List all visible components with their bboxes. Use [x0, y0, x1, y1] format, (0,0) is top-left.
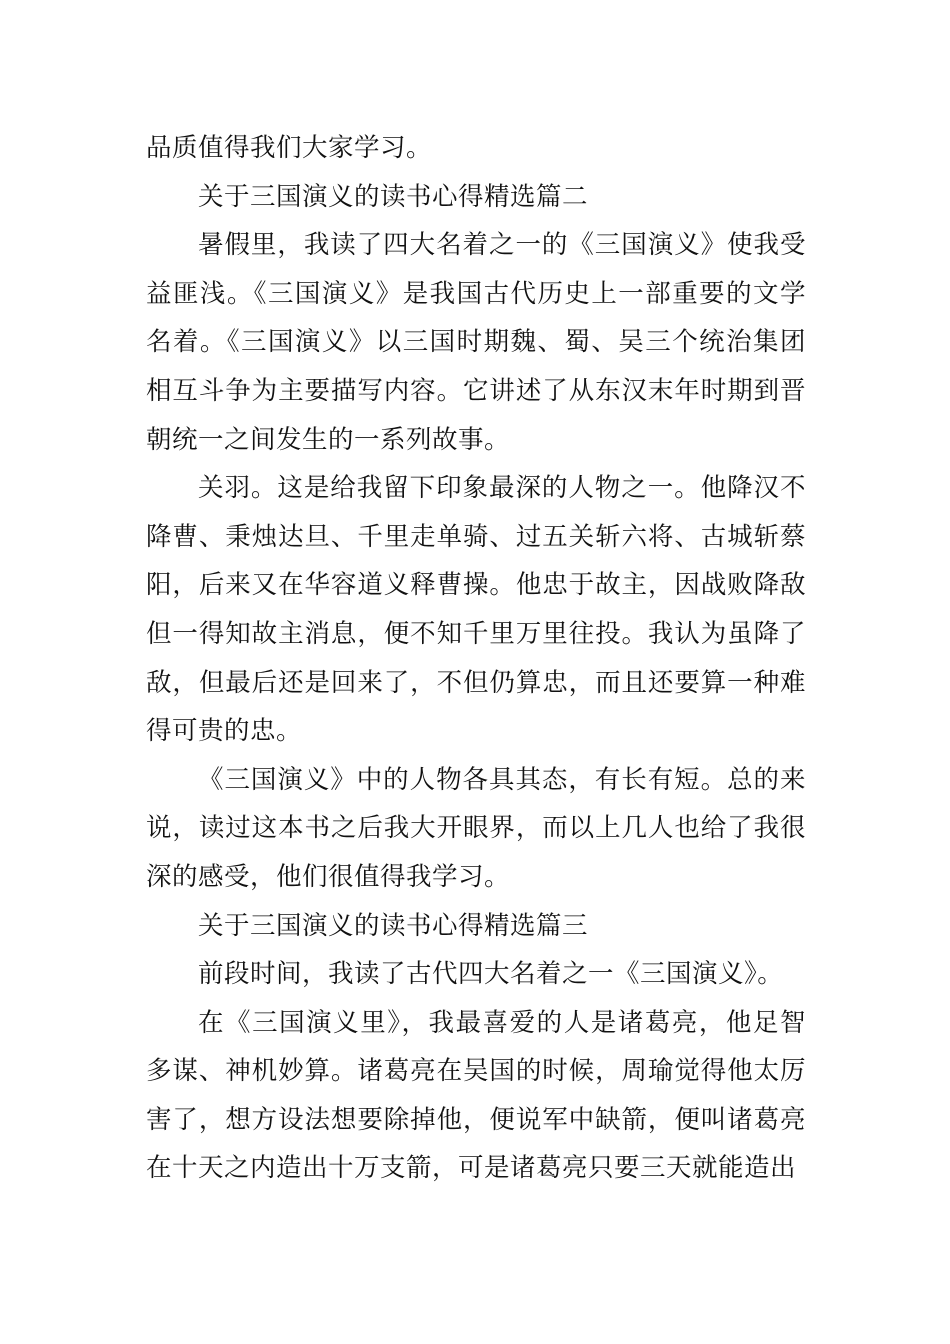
document-body	[146, 124, 806, 1193]
paragraph-guanyu: 关羽。这是给我留下印象最深的人物之一。他降汉不降曹、秉烛达旦、千里走单骑、过五关斩六将、古城斩蔡阳，后来又在华容道义释曹操。他忠于故主，因战败降敌但一得知故主消息，便不知千里万里往投。我认为虽降了敌，但最后还是回来了，不但仍算忠，而且还要算一种难得可贵的忠。	[146, 473, 806, 747]
paragraph-continuation: 品质值得我们大家学习。	[146, 133, 433, 163]
paragraph-intro-2: 暑假里，我读了四大名着之一的《三国演义》使我受益匪浅。《三国演义》是我国古代历史上一部重要的文学名着。《三国演义》以三国时期魏、蜀、吴三个统治集团相互斗争为主要描写内容。它讲述了从东汉末年时期到晋朝统一之间发生的一系列故事。	[146, 230, 806, 455]
section-heading-3: 关于三国演义的读书心得精选篇三	[198, 910, 589, 941]
section-heading-2: 关于三国演义的读书心得精选篇二	[198, 181, 589, 212]
paragraph-intro-3: 前段时间，我读了古代四大名着之一《三国演义》。	[198, 959, 784, 990]
paragraph-summary-2: 《三国演义》中的人物各具其态，有长有短。总的来说，读过这本书之后我大开眼界，而以上几人也给了我很深的感受，他们很值得我学习。	[146, 764, 806, 892]
paragraph-zhugeliang: 在《三国演义里》，我最喜爱的人是诸葛亮，他足智多谋、神机妙算。诸葛亮在吴国的时候，周瑜觉得他太厉害了，想方设法想要除掉他，便说军中缺箭，便叫诸葛亮在十天之内造出十万支箭，可是诸葛亮只要三天就能造出	[146, 1007, 806, 1184]
